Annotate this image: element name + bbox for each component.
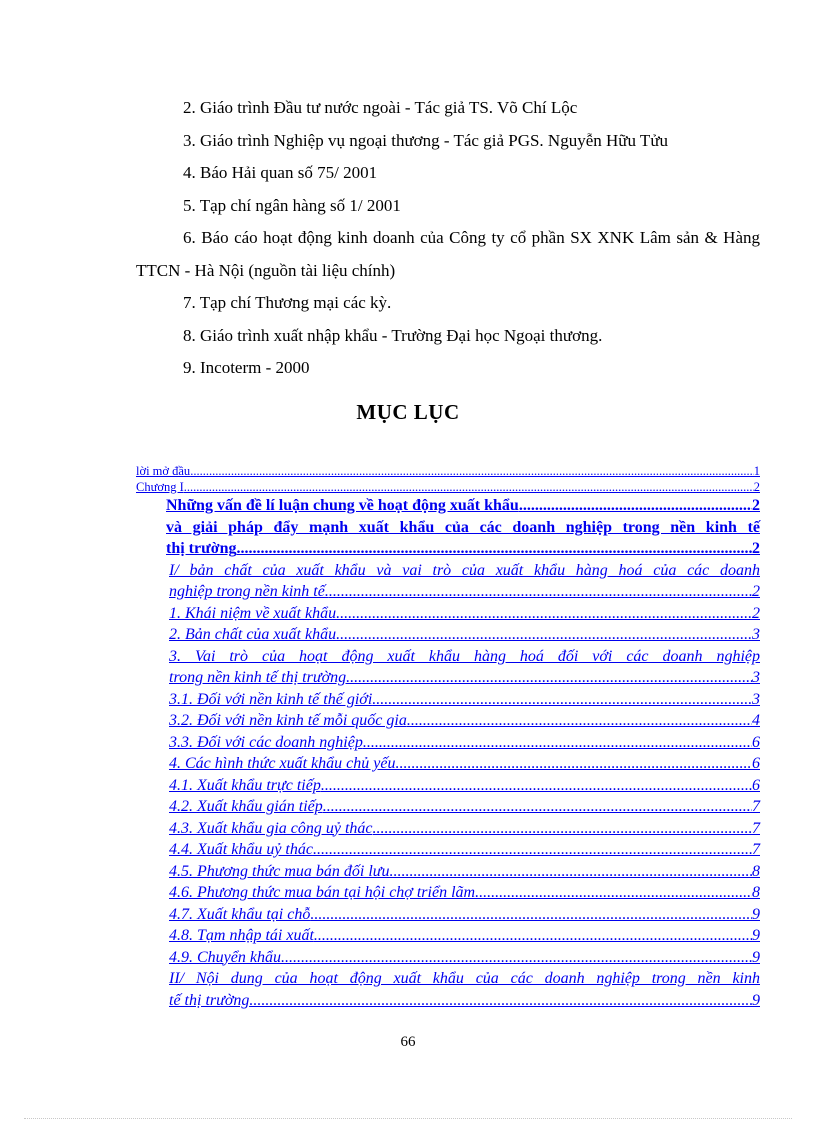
toc-link-4-4[interactable]: 4.4. Xuất khẩu uỷ thác ..... 7 xyxy=(169,839,760,861)
page-bottom-border xyxy=(24,1118,792,1119)
reference-item: 2. Giáo trình Đầu tư nước ngoài - Tác giả TS. Võ Chí Lộc xyxy=(183,98,578,117)
toc-link-4-6[interactable]: 4.6. Phương thức mua bán tại hội chợ triển lãm ..... 8 xyxy=(169,882,760,904)
toc-link-1[interactable]: 1. Khái niệm về xuất khẩu ..... 2 xyxy=(169,603,760,625)
toc-link-chapter-heading-cont[interactable]: và giải pháp đẩy mạnh xuất khẩu của các doanh nghiệp trong nền kinh tế thị trường ..... 2 xyxy=(166,517,760,560)
toc-link-section-2[interactable]: II/ Nội dung của hoạt động xuất khẩu của các doanh nghiệp trong nền kinh tế thị trường ..... 9 xyxy=(169,968,760,1011)
toc-link-3[interactable]: 3. Vai trò của hoạt động xuất khẩu hàng hoá đối với các doanh nghiệp trong nền kinh tế thị trường ..... 3 xyxy=(169,646,760,689)
toc-link-chuong-1[interactable]: Chương I ..... 2 xyxy=(136,479,760,495)
toc-link-4-8[interactable]: 4.8. Tạm nhập tái xuất ..... 9 xyxy=(169,925,760,947)
toc-link-4-7[interactable]: 4.7. Xuất khẩu tại chỗ ..... 9 xyxy=(169,904,760,926)
toc-link-4-1[interactable]: 4.1. Xuất khẩu trực tiếp ..... 6 xyxy=(169,775,760,797)
page-number: 66 xyxy=(400,1034,416,1050)
toc-link-chapter-heading[interactable]: Những vấn đề lí luận chung về hoạt động xuất khẩu ..... 2 xyxy=(166,495,760,517)
toc-link-4[interactable]: 4. Các hình thức xuất khẩu chủ yếu. ..... 6 xyxy=(169,753,760,775)
reference-item: 7. Tạp chí Thương mại các kỳ. xyxy=(183,293,392,312)
reference-item: 3. Giáo trình Nghiệp vụ ngoại thương - Tác giả PGS. Nguyễn Hữu Tửu xyxy=(183,130,669,150)
toc-link-3-3[interactable]: 3.3. Đối với các doanh nghiệp ..... 6 xyxy=(169,732,760,754)
reference-item: 5. Tạp chí ngân hàng số 1/ 2001 xyxy=(183,195,401,215)
toc-link-loi-mo-dau[interactable]: lời mở đầu ..... 1 xyxy=(136,463,760,479)
toc-link-4-5[interactable]: 4.5. Phương thức mua bán đối lưu ..... 8 xyxy=(169,861,760,883)
reference-item: 9. Incoterm - 2000 xyxy=(183,358,310,377)
toc-link-4-2[interactable]: 4.2. Xuất khẩu gián tiếp ..... 7 xyxy=(169,796,760,818)
reference-item: 6. Báo cáo hoạt động kinh doanh của Công ty cổ phần SX XNK Lâm sản & Hàng TTCN - Hà Nội (nguồn tài liệu chính) xyxy=(136,228,760,280)
reference-item: 8. Giáo trình xuất nhập khẩu - Trường Đại học Ngoại thương. xyxy=(183,325,603,345)
reference-item: 4. Báo Hải quan số 75/ 2001 xyxy=(183,163,378,182)
toc-title: MỤC LỤC xyxy=(356,400,460,424)
toc-link-section-1[interactable]: I/ bản chất của xuất khẩu và vai trò của xuất khẩu hàng hoá của các doanh nghiệp trong nền kinh tế. ..... 2 xyxy=(169,560,760,603)
toc-link-3-2[interactable]: 3.2. Đối với nền kinh tế mỗi quốc gia ..... 4 xyxy=(169,710,760,732)
toc-link-2[interactable]: 2. Bản chất của xuất khẩu ..... 3 xyxy=(169,624,760,646)
table-of-contents xyxy=(136,463,760,1011)
toc-link-3-1[interactable]: 3.1. Đối với nền kinh tế thế giới ..... 3 xyxy=(169,689,760,711)
toc-link-4-9[interactable]: 4.9. Chuyển khẩu ..... 9 xyxy=(169,947,760,969)
references-list xyxy=(136,92,760,385)
toc-link-4-3[interactable]: 4.3. Xuất khẩu gia công uỷ thác ..... 7 xyxy=(169,818,760,840)
